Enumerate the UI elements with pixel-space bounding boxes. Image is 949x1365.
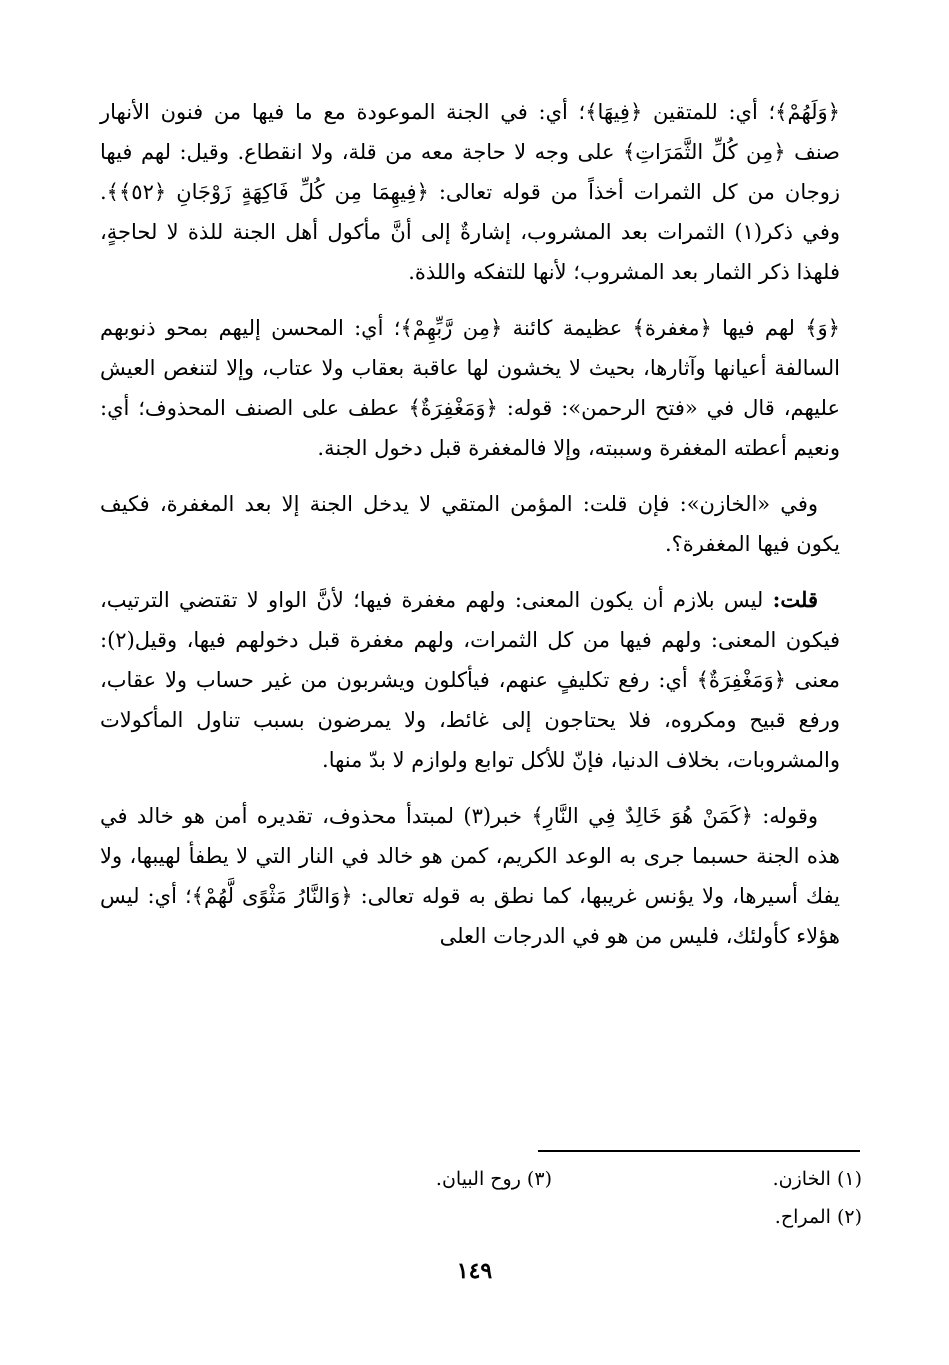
paragraph-3 — [100, 484, 840, 564]
main-text-block — [100, 92, 840, 972]
paragraph-2 — [100, 308, 840, 468]
footnote-1: (١) الخازن. — [772, 1168, 862, 1190]
footnote-separator — [538, 1150, 860, 1152]
paragraph-3-text: وفي «الخازن»: فإن قلت: المؤمن المتقي لا يدخل الجنة إلا بعد المغفرة، فكيف يكون فيها المغفرة؟. — [100, 492, 840, 556]
page-number: ١٤٩ — [456, 1258, 493, 1284]
footnotes — [100, 1160, 862, 1250]
paragraph-2-text: ﴿وَ﴾ لهم فيها ﴿مغفرة﴾ عظيمة كائنة ﴿مِن رَّبِّهِمْ﴾؛ أي: المحسن إليهم بمحو ذنوبهم السالفة أعيانها وآثارها، بحيث لا يخشون لها عاقبة بعقاب ولا عتاب، وإلا لتنغص العيش عليهم، قال في «فتح الرحمن»: قوله: ﴿وَمَغْفِرَةٌ﴾ عطف على الصنف المحذوف؛ أي: ونعيم أعطته المغفرة وسببته، وإلا فالمغفرة قبل دخول الجنة. — [100, 316, 840, 460]
footnote-3: (٣) روح البيان. — [435, 1168, 552, 1190]
paragraph-4 — [100, 580, 840, 780]
paragraph-1-text: ﴿وَلَهُمْ﴾؛ أي: للمتقين ﴿فِيهَا﴾؛ أي: في الجنة الموعودة مع ما فيها من فنون الأنهار صنف ﴿مِن كُلِّ الثَّمَرَاتِ﴾ على وجه لا حاجة معه من قلة، ولا انقطاع. وقيل: لهم فيها زوجان من كل الثمرات أخذاً من قوله تعالى: ﴿فِيهِمَا مِن كُلِّ فَاكِهَةٍ زَوْجَانِ ﴿٥٢﴾﴾. وفي ذكر(١) الثمرات بعد المشروب، إشارةٌ إلى أنَّ مأكول أهل الجنة للذة لا لحاجةٍ، فلهذا ذكر الثمار بعد المشروب؛ لأنها للتفكه واللذة. — [100, 100, 840, 284]
paragraph-4-lead: قلت: — [772, 587, 818, 612]
footnote-2: (٢) المراح. — [774, 1206, 862, 1228]
paragraph-4-text: ليس بلازم أن يكون المعنى: ولهم مغفرة فيها؛ لأنَّ الواو لا تقتضي الترتيب، فيكون المعنى: ولهم فيها من كل الثمرات، ولهم مغفرة قبل دخولهم فيها، وقيل(٢): معنى ﴿وَمَغْفِرَةٌ﴾ أي: رفع تكليفٍ عنهم، فيأكلون ويشربون من غير حساب ولا عقاب، ورفع قبيح ومكروه، فلا يحتاجون إلى غائط، ولا يمرضون بسبب تناول المأكولات والمشروبات، بخلاف الدنيا، فإنّ للأكل توابع ولوازم لا بدّ منها. — [100, 588, 840, 772]
paragraph-1 — [100, 92, 840, 292]
paragraph-5-text: وقوله: ﴿كَمَنْ هُوَ خَالِدٌ فِي النَّارِ﴾ خبر(٣) لمبتدأ محذوف، تقديره أمن هو خالد في هذه الجنة حسبما جرى به الوعد الكريم، كمن هو خالد في النار التي لا يطفأ لهيبها، ولا يفك أسيرها، ولا يؤنس غريبها، كما نطق به قوله تعالى: ﴿وَالنَّارُ مَثْوًى لَّهُمْ﴾؛ أي: ليس هؤلاء كأولئك، فليس من هو في الدرجات العلى — [100, 804, 840, 948]
paragraph-5 — [100, 796, 840, 956]
